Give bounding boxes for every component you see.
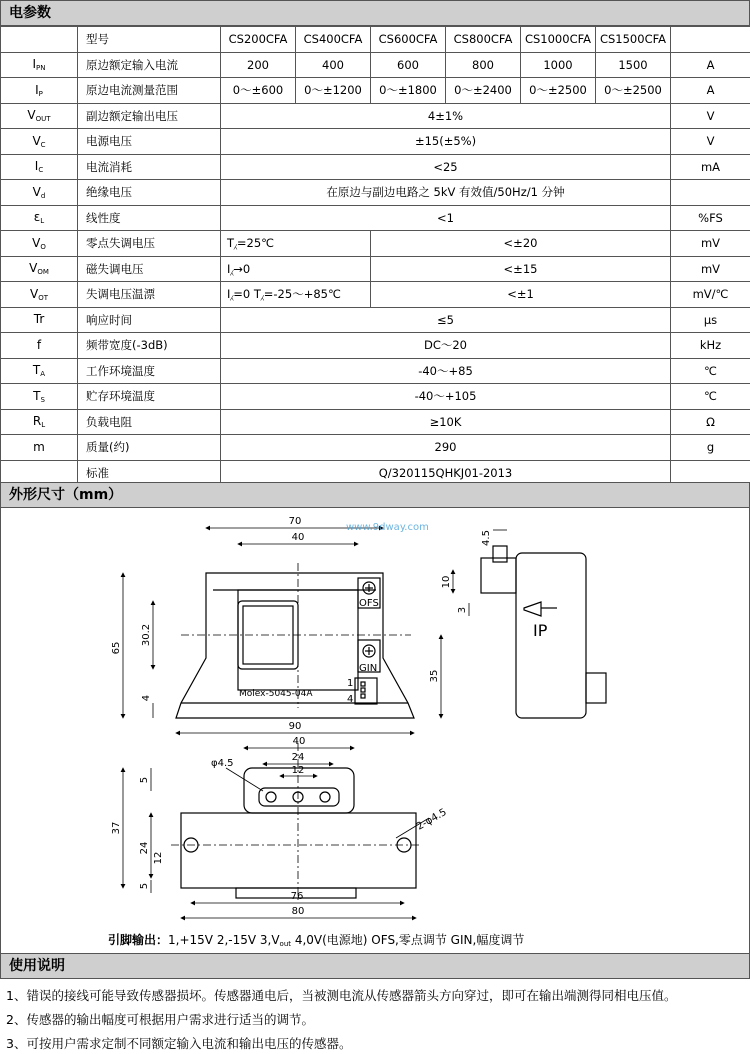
param-name: 绝缘电压 bbox=[78, 180, 221, 206]
usage-line-1: 1、错误的接线可能导致传感器损坏。传感器通电后，当被测电流从传感器箭头方向穿过，即可在输出端测得同相电压值。 bbox=[6, 988, 677, 1003]
param-unit: A bbox=[671, 52, 750, 78]
symbol-text: I bbox=[32, 57, 37, 72]
param-value: <1 bbox=[221, 205, 671, 231]
symbol-subscript: OT bbox=[38, 293, 48, 302]
param-unit: V bbox=[671, 129, 750, 155]
param-value: 0～±2500 bbox=[521, 78, 596, 104]
param-value: 400 bbox=[296, 52, 371, 78]
table-row bbox=[1, 154, 750, 180]
symbol-cell bbox=[1, 27, 78, 53]
dim-35: 35 bbox=[429, 669, 440, 683]
symbol-subscript: C bbox=[38, 166, 44, 175]
symbol-subscript: O bbox=[40, 242, 46, 251]
symbol-subscript: L bbox=[41, 421, 46, 430]
param-value: 600 bbox=[371, 52, 446, 78]
symbol-subscript: L bbox=[40, 217, 45, 226]
param-unit: mV bbox=[671, 256, 750, 282]
dim-30-2: 30.2 bbox=[141, 623, 152, 647]
table-row bbox=[1, 256, 750, 282]
param-value: <25 bbox=[221, 154, 671, 180]
symbol-text: R bbox=[32, 414, 42, 429]
section-header-dims bbox=[0, 482, 750, 508]
dim-4: 4 bbox=[141, 694, 152, 702]
symbol-subscript: C bbox=[40, 140, 46, 149]
symbol-text: I bbox=[35, 82, 39, 97]
param-value: 0～±600 bbox=[221, 78, 296, 104]
symbol-text: V bbox=[32, 184, 41, 199]
param-value: <±1 bbox=[371, 282, 671, 308]
section-title: 电参数 bbox=[9, 5, 51, 21]
param-symbol bbox=[1, 180, 78, 206]
drawing-svg bbox=[1, 508, 749, 953]
param-unit: ℃ bbox=[671, 358, 750, 384]
dim-b-24: 24 bbox=[291, 752, 305, 763]
table-row bbox=[1, 435, 750, 461]
model-name: CS1000CFA bbox=[521, 27, 596, 53]
dim-10: 10 bbox=[441, 575, 452, 589]
param-name: 副边额定输出电压 bbox=[78, 103, 221, 129]
model-name: CS400CFA bbox=[296, 27, 371, 53]
pinout-pins: 1,+15V 2,-15V 3,V bbox=[168, 933, 280, 947]
unit-cell bbox=[671, 27, 750, 53]
model-name: CS1500CFA bbox=[596, 27, 671, 53]
symbol-text: V bbox=[29, 261, 38, 276]
param-symbol bbox=[1, 231, 78, 257]
param-value: ≤5 bbox=[221, 307, 671, 333]
symbol-subscript: OM bbox=[37, 268, 49, 277]
symbol-text: V bbox=[29, 286, 39, 301]
dim-b-24v: 24 bbox=[139, 841, 150, 855]
symbol-text: V bbox=[32, 133, 41, 148]
param-value: 290 bbox=[221, 435, 671, 461]
param-unit: V bbox=[671, 103, 750, 129]
param-symbol bbox=[1, 409, 78, 435]
symbol-subscript: A bbox=[40, 370, 46, 379]
table-row bbox=[1, 78, 750, 104]
section-title: 外形尺寸（mm） bbox=[9, 487, 123, 503]
symbol-text: V bbox=[32, 235, 41, 250]
table-row bbox=[1, 103, 750, 129]
param-name: 电流消耗 bbox=[78, 154, 221, 180]
dim-b-37: 37 bbox=[111, 821, 122, 835]
table-row bbox=[1, 52, 750, 78]
table-row bbox=[1, 129, 750, 155]
dim-b-80: 80 bbox=[291, 906, 305, 917]
dim-4-5: 4.5 bbox=[481, 530, 492, 546]
param-unit: mA bbox=[671, 154, 750, 180]
param-value: 0～±1800 bbox=[371, 78, 446, 104]
param-unit: A bbox=[671, 78, 750, 104]
pin1-label: 1 bbox=[347, 678, 354, 689]
param-symbol bbox=[1, 282, 78, 308]
param-name: 原边额定输入电流 bbox=[78, 52, 221, 78]
section-header-usage bbox=[0, 953, 750, 979]
symbol-text: T bbox=[33, 388, 41, 403]
dim-b-40: 40 bbox=[292, 736, 306, 747]
ip-label: IP bbox=[533, 621, 548, 640]
usage-line-3: 3、可按用户需求定制不同额定输入电流和输出电压的传感器。 bbox=[6, 1036, 352, 1051]
symbol-text: f bbox=[36, 337, 42, 352]
symbol-text: m bbox=[33, 439, 45, 454]
symbol-subscript: PN bbox=[36, 64, 46, 73]
symbol-subscript: d bbox=[40, 191, 46, 200]
dim-b-12: 12 bbox=[291, 765, 305, 776]
param-value: 4±1% bbox=[221, 103, 671, 129]
pinout-line bbox=[108, 931, 524, 948]
param-unit: mV bbox=[671, 231, 750, 257]
spec-table bbox=[0, 26, 750, 486]
section-header-params bbox=[0, 0, 750, 26]
dim-70: 70 bbox=[288, 516, 302, 527]
param-unit bbox=[671, 180, 750, 206]
dim-40: 40 bbox=[291, 532, 305, 543]
pin4-label: 4 bbox=[347, 694, 354, 705]
param-unit: Ω bbox=[671, 409, 750, 435]
table-header-row bbox=[1, 27, 750, 53]
model-name: CS600CFA bbox=[371, 27, 446, 53]
dim-3: 3 bbox=[457, 606, 468, 614]
pinout-label: 引脚输出： bbox=[108, 933, 169, 947]
section-title: 使用说明 bbox=[9, 958, 65, 974]
symbol-text: ε bbox=[33, 210, 41, 225]
param-value: 0～±2500 bbox=[596, 78, 671, 104]
param-value: 0～±2400 bbox=[446, 78, 521, 104]
table-row bbox=[1, 384, 750, 410]
param-value: 200 bbox=[221, 52, 296, 78]
dim-90: 90 bbox=[288, 721, 302, 732]
param-value: Q/320115QHKJ01-2013 bbox=[221, 460, 671, 486]
symbol-text: I bbox=[34, 159, 39, 174]
param-value: 1500 bbox=[596, 52, 671, 78]
dim-b-5b: 5 bbox=[139, 882, 150, 890]
param-symbol bbox=[1, 205, 78, 231]
param-name: 磁失调电压 bbox=[78, 256, 221, 282]
param-name: 标准 bbox=[78, 460, 221, 486]
param-value: -40～+85 bbox=[221, 358, 671, 384]
table-row bbox=[1, 231, 750, 257]
table-row bbox=[1, 358, 750, 384]
model-name: CS200CFA bbox=[221, 27, 296, 53]
gin-label: GIN bbox=[359, 663, 378, 674]
param-unit: ℃ bbox=[671, 384, 750, 410]
param-unit: mV/℃ bbox=[671, 282, 750, 308]
param-name: 质量(约) bbox=[78, 435, 221, 461]
pinout-rest: 4,0V(电源地) OFS,零点调节 GIN,幅度调节 bbox=[291, 933, 525, 947]
param-symbol bbox=[1, 384, 78, 410]
param-name: 零点失调电压 bbox=[78, 231, 221, 257]
param-symbol bbox=[1, 307, 78, 333]
param-symbol bbox=[1, 154, 78, 180]
param-symbol bbox=[1, 435, 78, 461]
param-name: 电源电压 bbox=[78, 129, 221, 155]
symbol-subscript: OUT bbox=[35, 115, 51, 124]
model-label: 型号 bbox=[78, 27, 221, 53]
param-value: ±15(±5%) bbox=[221, 129, 671, 155]
param-condition: T⁁=25℃ bbox=[221, 231, 371, 257]
dim-b-5a: 5 bbox=[139, 776, 150, 784]
param-value: <±15 bbox=[371, 256, 671, 282]
symbol-subscript: P bbox=[38, 89, 43, 98]
param-value: -40～+105 bbox=[221, 384, 671, 410]
param-name: 响应时间 bbox=[78, 307, 221, 333]
usage-line-2: 2、传感器的输出幅度可根据用户需求进行适当的调节。 bbox=[6, 1012, 314, 1027]
symbol-text: T bbox=[32, 363, 41, 378]
param-name: 贮存环境温度 bbox=[78, 384, 221, 410]
param-name: 工作环境温度 bbox=[78, 358, 221, 384]
param-symbol bbox=[1, 78, 78, 104]
param-unit: μs bbox=[671, 307, 750, 333]
param-value: ≥10K bbox=[221, 409, 671, 435]
param-name: 频带宽度(-3dB) bbox=[78, 333, 221, 359]
pinout-sub: out bbox=[279, 940, 292, 948]
param-unit: %FS bbox=[671, 205, 750, 231]
model-name: CS800CFA bbox=[446, 27, 521, 53]
table-row bbox=[1, 307, 750, 333]
ofs-label: OFS bbox=[359, 598, 379, 609]
dim-b-76: 76 bbox=[290, 891, 304, 902]
param-value: 在原边与副边电路之 5kV 有效值/50Hz/1 分钟 bbox=[221, 180, 671, 206]
param-symbol bbox=[1, 358, 78, 384]
param-condition: I⁁=0 T⁁=-25～+85℃ bbox=[221, 282, 371, 308]
table-row bbox=[1, 333, 750, 359]
param-unit: kHz bbox=[671, 333, 750, 359]
dim-b-12v: 12 bbox=[153, 851, 164, 865]
param-name: 失调电压温漂 bbox=[78, 282, 221, 308]
symbol-text: Tr bbox=[33, 312, 45, 327]
param-name: 负载电阻 bbox=[78, 409, 221, 435]
table-row bbox=[1, 205, 750, 231]
param-condition: I⁁→0 bbox=[221, 256, 371, 282]
watermark: www.9dway.com bbox=[346, 522, 429, 533]
param-value: DC～20 bbox=[221, 333, 671, 359]
param-unit: g bbox=[671, 435, 750, 461]
table-row bbox=[1, 180, 750, 206]
param-name: 线性度 bbox=[78, 205, 221, 231]
symbol-text: V bbox=[27, 108, 36, 123]
param-value: 1000 bbox=[521, 52, 596, 78]
molex-label: Molex-5045-04A bbox=[239, 689, 313, 699]
param-symbol bbox=[1, 129, 78, 155]
symbol-subscript: S bbox=[40, 395, 45, 404]
param-symbol bbox=[1, 256, 78, 282]
param-value: <±20 bbox=[371, 231, 671, 257]
dim-b-holes: 2-φ4.5 bbox=[415, 806, 449, 833]
table-row bbox=[1, 409, 750, 435]
param-symbol bbox=[1, 52, 78, 78]
dimension-drawing bbox=[0, 508, 750, 953]
param-name: 原边电流测量范围 bbox=[78, 78, 221, 104]
param-symbol bbox=[1, 103, 78, 129]
dim-b-d4-5: φ4.5 bbox=[211, 758, 234, 769]
param-value: 800 bbox=[446, 52, 521, 78]
param-symbol bbox=[1, 333, 78, 359]
dim-65: 65 bbox=[111, 641, 122, 655]
table-row bbox=[1, 282, 750, 308]
param-value: 0～±1200 bbox=[296, 78, 371, 104]
